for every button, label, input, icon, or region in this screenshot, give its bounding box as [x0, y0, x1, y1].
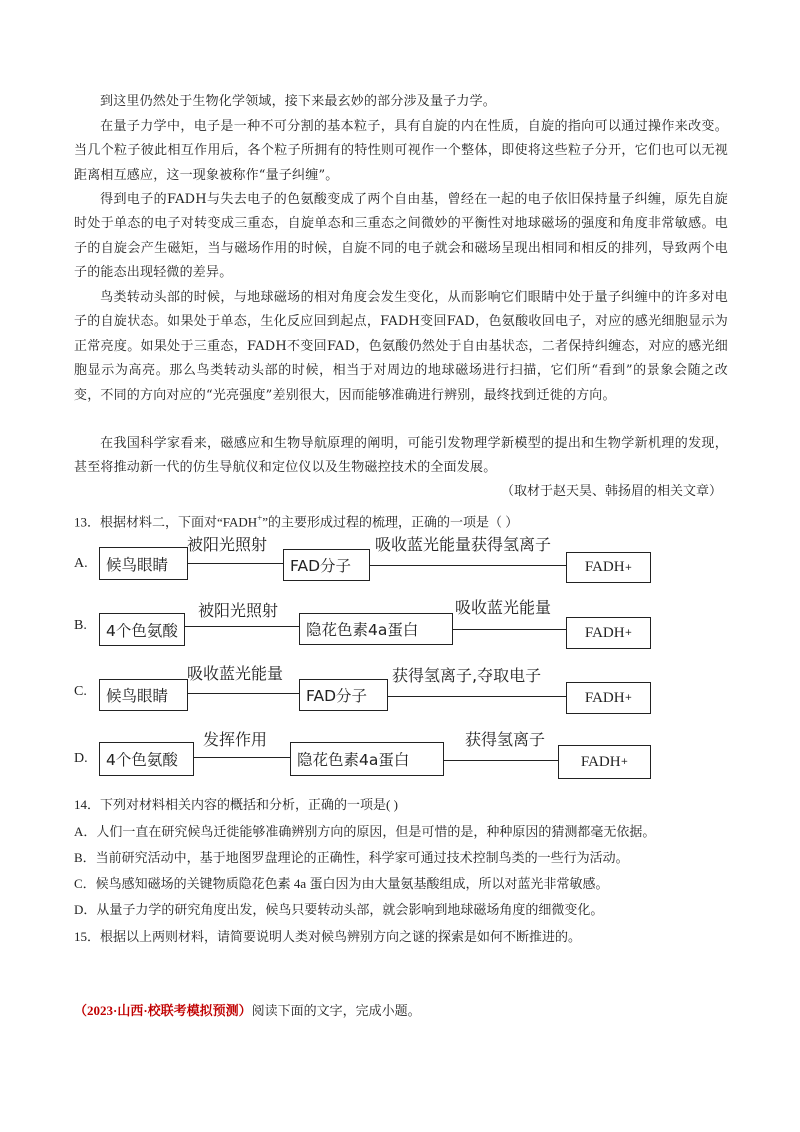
option-b-label-2: 吸收蓝光能量: [455, 598, 552, 617]
source-citation: （取材于赵天昊、韩扬眉的相关文章）: [500, 484, 722, 499]
option-b-box-1: 4个色氨酸: [99, 613, 185, 646]
paragraph-3: 得到电子的FADH与失去电子的色氨酸变成了两个自由基，曾经在一起的电子依旧保持量子纠缠，原先自旋时处于单态的电子对转变成三重态，自旋单态和三重态之间微妙的平衡性对地球磁场的强度和角度非常敏感。电子的自旋会产生磁矩，当与磁场作用的时候，自旋不同的电子就会和磁场呈现出相同和相反的排列，导致两个电子的能态出现轻微的差异。: [74, 192, 728, 281]
question-13-stem: 13．根据材料二，下面对“FADH+”的主要形成过程的梳理，正确的一项是（ ）: [74, 513, 519, 530]
option-d-letter[interactable]: D.: [74, 751, 88, 766]
option-c-box-3: FADH +: [566, 682, 651, 714]
option-d-line-1: [194, 757, 290, 758]
paragraph-4: 鸟类转动头部的时候，与地球磁场的相对角度会发生变化，从而影响它们眼睛中处于量子纠缠中的许多对电子的自旋状态。如果处于单态，生化反应回到起点，FADH变回FAD，色氨酸收回电子，对应的感光细胞显示为正常亮度。如果处于三重态，FADH不变回FAD，色氨酸仍然处于自由基状态，二者保持纠缠态，对应的感光细胞显示为高亮。那么鸟类转动头部的时候，相当于对周边的地球磁场进行扫描，它们所“看到”的景象会随之改变，不同的方向对应的“光亮强度”差别很大，因而能够准确进行辨别，最终找到迁徙的方向。: [74, 290, 728, 403]
option-a-box-1: 候鸟眼睛: [99, 547, 188, 580]
question-14-option-d[interactable]: D．从量子力学的研究角度出发，候鸟只要转动头部，就会影响到地球磁场角度的细微变化。: [74, 902, 604, 917]
option-a-line-2: [370, 565, 566, 566]
option-a-label-2: 吸收蓝光能量获得氢离子: [375, 535, 552, 554]
option-b-line-2: [453, 629, 566, 630]
paragraph-5: 在我国科学家看来，磁感应和生物导航原理的阐明，可能引发物理学新模型的提出和生物学新机理的发现，甚至将推动新一代的仿生导航仪和定位仪以及生物磁控技术的全面发展。: [74, 436, 728, 476]
option-c-box-2: FAD分子: [299, 679, 388, 711]
option-a-box-2: FAD分子: [283, 549, 370, 581]
option-d-box-1: 4个色氨酸: [99, 742, 194, 776]
option-b-label-1: 被阳光照射: [198, 601, 279, 620]
question-15-stem: 15．根据以上两则材料，请简要说明人类对候鸟辨别方向之谜的探索是如何不断推进的。: [74, 929, 582, 944]
paragraph-2: 在量子力学中，电子是一种不可分割的基本粒子，具有自旋的内在性质，自旋的指向可以通过操作来改变。当几个粒子彼此相互作用后，各个粒子所拥有的特性则可视作一个整体，即使将这些粒子分开，它们也可以无视距离相互感应，这一现象被称作“量子纠缠”。: [74, 119, 728, 183]
option-c-label-1: 吸收蓝光能量: [187, 664, 284, 683]
option-a-box-3: FADH +: [566, 552, 651, 583]
next-section-heading: [74, 1002, 421, 1020]
option-a-line-1: [188, 563, 283, 564]
option-d-label-1: 发挥作用: [203, 730, 268, 749]
source-tag: （2023·山西·校联考模拟预测）: [74, 1003, 252, 1018]
paragraph-1: 到这里仍然处于生物化学领域，接下来最玄妙的部分涉及量子力学。: [100, 94, 497, 109]
option-c-line-2: [388, 696, 566, 697]
option-d-box-3: FADH +: [558, 745, 651, 779]
instruction-text: 阅读下面的文字，完成小题。: [251, 1003, 421, 1018]
option-a-label-1: 被阳光照射: [187, 535, 268, 554]
option-c-letter[interactable]: C.: [74, 684, 87, 699]
option-b-letter[interactable]: B.: [74, 618, 87, 633]
option-a-letter[interactable]: A.: [74, 556, 88, 571]
option-b-line-1: [185, 626, 299, 627]
option-c-label-2: 获得氢离子,夺取电子: [392, 666, 542, 685]
option-d-box-2: 隐花色素4a蛋白: [290, 742, 444, 776]
question-14-option-b[interactable]: B．当前研究活动中，基于地图罗盘理论的正确性，科学家可通过技术控制鸟类的一些行为活动。: [74, 850, 629, 865]
option-c-box-1: 候鸟眼睛: [99, 679, 188, 711]
option-b-box-3: FADH +: [566, 617, 651, 649]
option-d-line-2: [444, 760, 558, 761]
option-d-label-2: 获得氢离子: [465, 730, 546, 749]
question-14-option-c[interactable]: C．候鸟感知磁场的关键物质隐花色素 4a 蛋白因为由大量氨基酸组成，所以对蓝光非常敏感。: [74, 876, 609, 891]
question-14-stem: 14．下列对材料相关内容的概括和分析，正确的一项是( ): [74, 797, 398, 812]
question-14-option-a[interactable]: A．人们一直在研究候鸟迁徙能够准确辨别方向的原因，但是可惜的是，种种原因的猜测都毫无依据。: [74, 824, 656, 839]
option-b-box-2: 隐花色素4a蛋白: [299, 613, 453, 645]
option-c-line-1: [188, 693, 299, 694]
